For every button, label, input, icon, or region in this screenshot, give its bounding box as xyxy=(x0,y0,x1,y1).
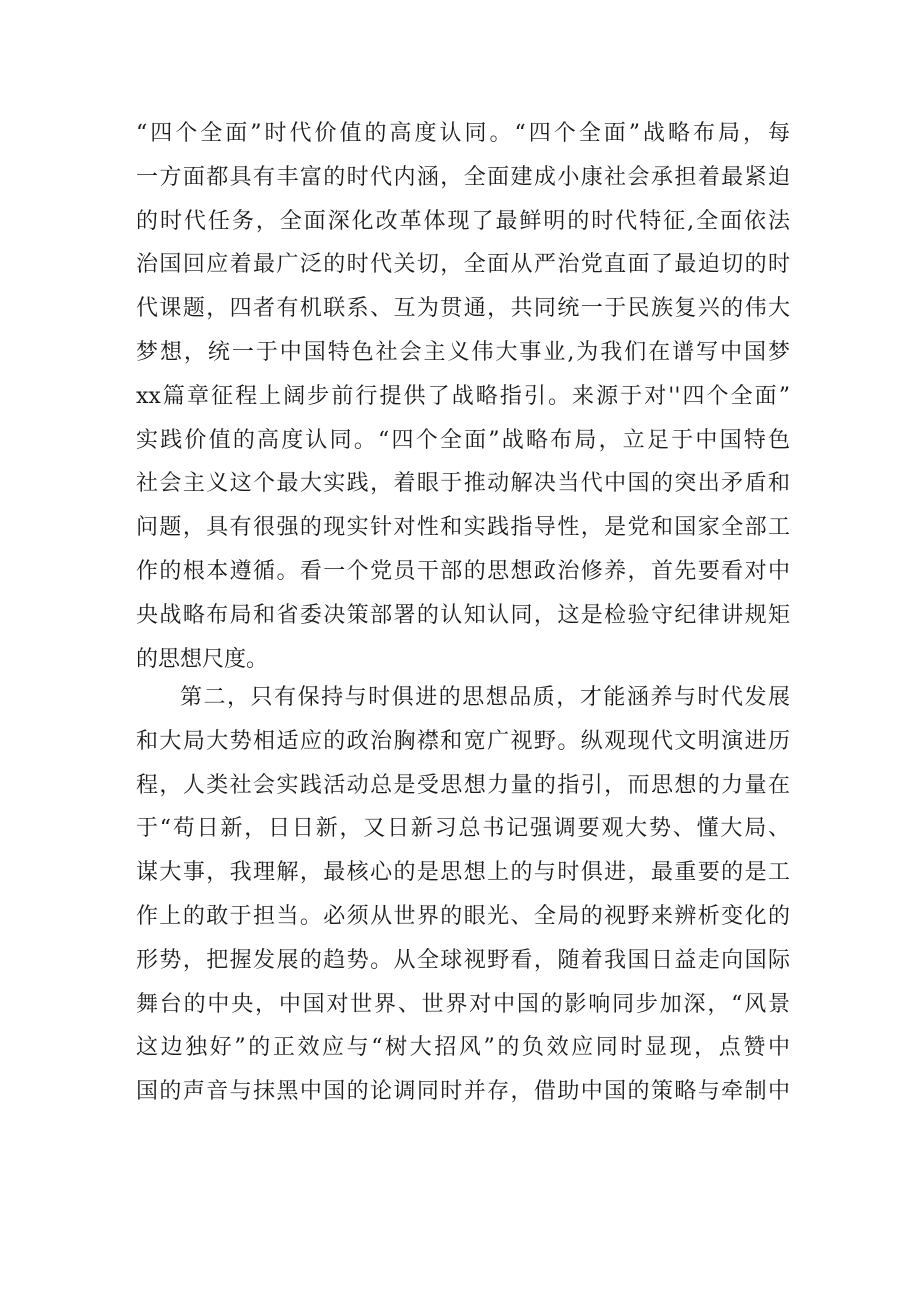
paragraph-line: 实践价值的高度认同。“四个全面”战略布局，立足于中国特色 xyxy=(136,427,790,453)
paragraph-line: “四个全面”时代价值的高度认同。“四个全面”战略布局，每 xyxy=(136,121,790,146)
paragraph-line: 国的声音与抹黑中国的论调同时并存，借助中国的策略与牵制中 xyxy=(136,1079,790,1105)
paragraph-line: 问题，具有很强的现实针对性和实践指导性，是党和国家全部工 xyxy=(136,515,790,541)
paragraph-2 xyxy=(136,676,790,1114)
paragraph-line: 谋大事，我理解，最核心的是思想上的与时俱进，最重要的是工 xyxy=(136,860,790,886)
paragraph-line: 于“苟日新，日日新，又日新习总书记强调要观大势、懂大局、 xyxy=(136,816,790,842)
paragraph-line: 作上的敢于担当。必须从世界的眼光、全局的视野来辨析变化的 xyxy=(136,903,790,929)
paragraph-1 xyxy=(136,112,790,681)
paragraph-line: 这边独好”的正效应与“树大招风”的负效应同时显现，点赞中 xyxy=(136,1035,790,1061)
paragraph-line: 和大局大势相适应的政治胸襟和宽广视野。纵观现代文明演进历 xyxy=(136,728,790,754)
paragraph-line: 的思想尺度。 xyxy=(136,646,269,672)
paragraph-line: 作的根本遵循。看一个党员干部的思想政治修养，首先要看对中 xyxy=(136,558,790,584)
paragraph-line: 形势，把握发展的趋势。从全球视野看，随着我国日益走向国际 xyxy=(136,947,790,973)
paragraph-line: 央战略布局和省委决策部署的认知认同，这是检验守纪律讲规矩 xyxy=(136,602,790,628)
paragraph-line: 代课题，四者有机联系、互为贯通，共同统一于民族复兴的伟大 xyxy=(136,296,790,322)
paragraph-line: 梦想，统一于中国特色社会主义伟大事业,为我们在谱写中国梦 xyxy=(136,339,790,365)
paragraph-line: 第二，只有保持与时俱进的思想品质，才能涵养与时代发展 xyxy=(180,685,790,710)
paragraph-line: 治国回应着最广泛的时代关切，全面从严治党直面了最迫切的时 xyxy=(136,252,790,278)
paragraph-line: xx篇章征程上阔步前行提供了战略指引。来源于对''四个全面” xyxy=(136,383,790,409)
paragraph-line: 的时代任务，全面深化改革体现了最鲜明的时代特征,全面依法 xyxy=(136,208,790,234)
paragraph-line: 一方面都具有丰富的时代内涵，全面建成小康社会承担着最紧迫 xyxy=(136,164,790,190)
paragraph-line: 舞台的中央，中国对世界、世界对中国的影响同步加深，“风景 xyxy=(136,991,790,1017)
paragraph-line: 程，人类社会实践活动总是受思想力量的指引，而思想的力量在 xyxy=(136,772,790,798)
paragraph-line: 社会主义这个最大实践，着眼于推动解决当代中国的突出矛盾和 xyxy=(136,471,790,497)
